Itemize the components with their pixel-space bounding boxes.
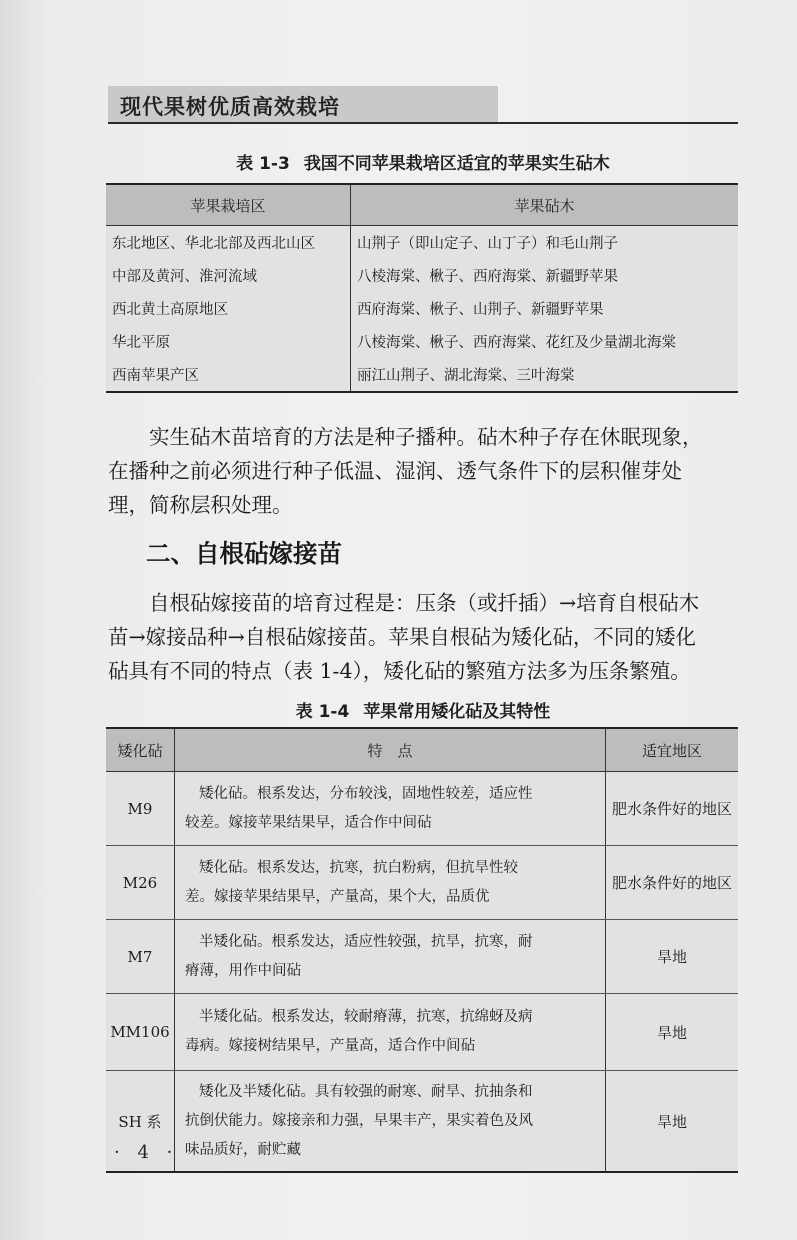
rootstock-cell: MM106 [106, 994, 175, 1071]
section-heading: 二、自根砧嫁接苗 [146, 539, 342, 568]
paragraph-line: 自根砧嫁接苗的培育过程是：压条（或扦插）→培育自根砧木 [149, 591, 700, 615]
rootstock-cell: M9 [106, 772, 175, 846]
table-row [106, 292, 738, 325]
table-number: 表 1-3 [236, 154, 290, 174]
features-line: 味品质好，耐贮藏 [185, 1141, 301, 1158]
body-paragraph [108, 586, 740, 688]
table-cell: 山荆子（即山定子、山丁子）和毛山荆子 [351, 226, 739, 260]
features-line: 矮化砧。根系发达，分布较浅，固地性较差，适应性 [199, 785, 533, 802]
region-cell: 旱地 [606, 920, 739, 994]
table-row [106, 325, 738, 358]
page-number: · 4 · [114, 1142, 179, 1163]
rootstock-cell: M7 [106, 920, 175, 994]
body-paragraph [108, 420, 740, 522]
features-line: 抗倒伏能力。嫁接亲和力强，早果丰产，果实着色及风 [185, 1112, 533, 1129]
features-cell [175, 920, 606, 994]
features-cell [175, 1071, 606, 1173]
paragraph-line: 砧具有不同的特点（表 1-4），矮化砧的繁殖方法多为压条繁殖。 [108, 659, 691, 683]
table-row [106, 772, 738, 846]
region-cell: 肥水条件好的地区 [606, 772, 739, 846]
table-1-4 [106, 727, 738, 1173]
table-cell: 丽江山荆子、湖北海棠、三叶海棠 [351, 358, 739, 392]
table-number: 表 1-4 [295, 702, 350, 722]
table-cell: 西北黄土高原地区 [106, 292, 351, 325]
paragraph-line: 在播种之前必须进行种子低温、湿润、透气条件下的层积催芽处 [108, 459, 682, 483]
table-cell: 华北平原 [106, 325, 351, 358]
features-line: 较差。嫁接苹果结果早，适合作中间砧 [185, 814, 432, 831]
features-cell [175, 772, 606, 846]
features-cell [175, 994, 606, 1071]
table-row [106, 358, 738, 392]
table-cell: 东北地区、华北北部及西北山区 [106, 226, 351, 260]
rootstock-cell: SH 系 [106, 1071, 175, 1173]
region-cell: 旱地 [606, 994, 739, 1071]
table-row [106, 226, 738, 260]
table-row [106, 846, 738, 920]
column-header: 特 点 [175, 728, 606, 772]
table-cell: 西府海棠、楸子、山荆子、新疆野苹果 [351, 292, 739, 325]
features-line: 毒病。嫁接树结果早，产量高，适合作中间砧 [185, 1038, 475, 1054]
column-header: 适宜地区 [606, 728, 739, 772]
table-row [106, 994, 738, 1071]
paragraph-line: 理，简称层积处理。 [108, 493, 293, 517]
features-line: 差。嫁接苹果结果早，产量高，果个大，品质优 [185, 888, 490, 905]
features-line: 瘠薄，用作中间砧 [185, 962, 301, 979]
features-line: 矮化及半矮化砧。具有较强的耐寒、耐旱、抗抽条和 [199, 1083, 533, 1100]
paragraph-line: 苗→嫁接品种→自根砧嫁接苗。苹果自根砧为矮化砧，不同的矮化 [108, 625, 696, 649]
table-row [106, 920, 738, 994]
table-cell: 西南苹果产区 [106, 358, 351, 392]
table-cell: 八棱海棠、楸子、西府海棠、新疆野苹果 [351, 259, 739, 292]
table-1-4-caption [108, 697, 738, 722]
features-line: 半矮化砧。根系发达，适应性较强，抗旱，抗寒，耐 [199, 933, 533, 950]
column-header: 矮化砧 [106, 728, 175, 772]
table-cell: 中部及黄河、淮河流域 [106, 259, 351, 292]
column-header: 苹果栽培区 [106, 184, 351, 226]
table-title: 苹果常用矮化砧及其特性 [363, 702, 551, 722]
header-rule [108, 122, 738, 124]
region-cell: 旱地 [606, 1071, 739, 1173]
rootstock-cell: M26 [106, 846, 175, 920]
table-1-3 [106, 183, 738, 393]
paragraph-line: 实生砧木苗培育的方法是种子播种。砧木种子存在休眠现象， [149, 425, 703, 449]
table-title: 我国不同苹果栽培区适宜的苹果实生砧木 [303, 154, 610, 174]
running-header-title: 现代果树优质高效栽培 [120, 95, 340, 119]
features-line: 矮化砧。根系发达，抗寒，抗白粉病，但抗旱性较 [199, 859, 518, 876]
region-cell: 肥水条件好的地区 [606, 846, 739, 920]
column-header: 苹果砧木 [351, 184, 739, 226]
features-line: 半矮化砧。根系发达，较耐瘠薄，抗寒，抗绵蚜及病 [199, 1009, 533, 1025]
table-1-3-caption [108, 149, 738, 174]
table-row [106, 259, 738, 292]
features-cell [175, 846, 606, 920]
table-row [106, 1071, 738, 1173]
table-cell: 八棱海棠、楸子、西府海棠、花红及少量湖北海棠 [351, 325, 739, 358]
